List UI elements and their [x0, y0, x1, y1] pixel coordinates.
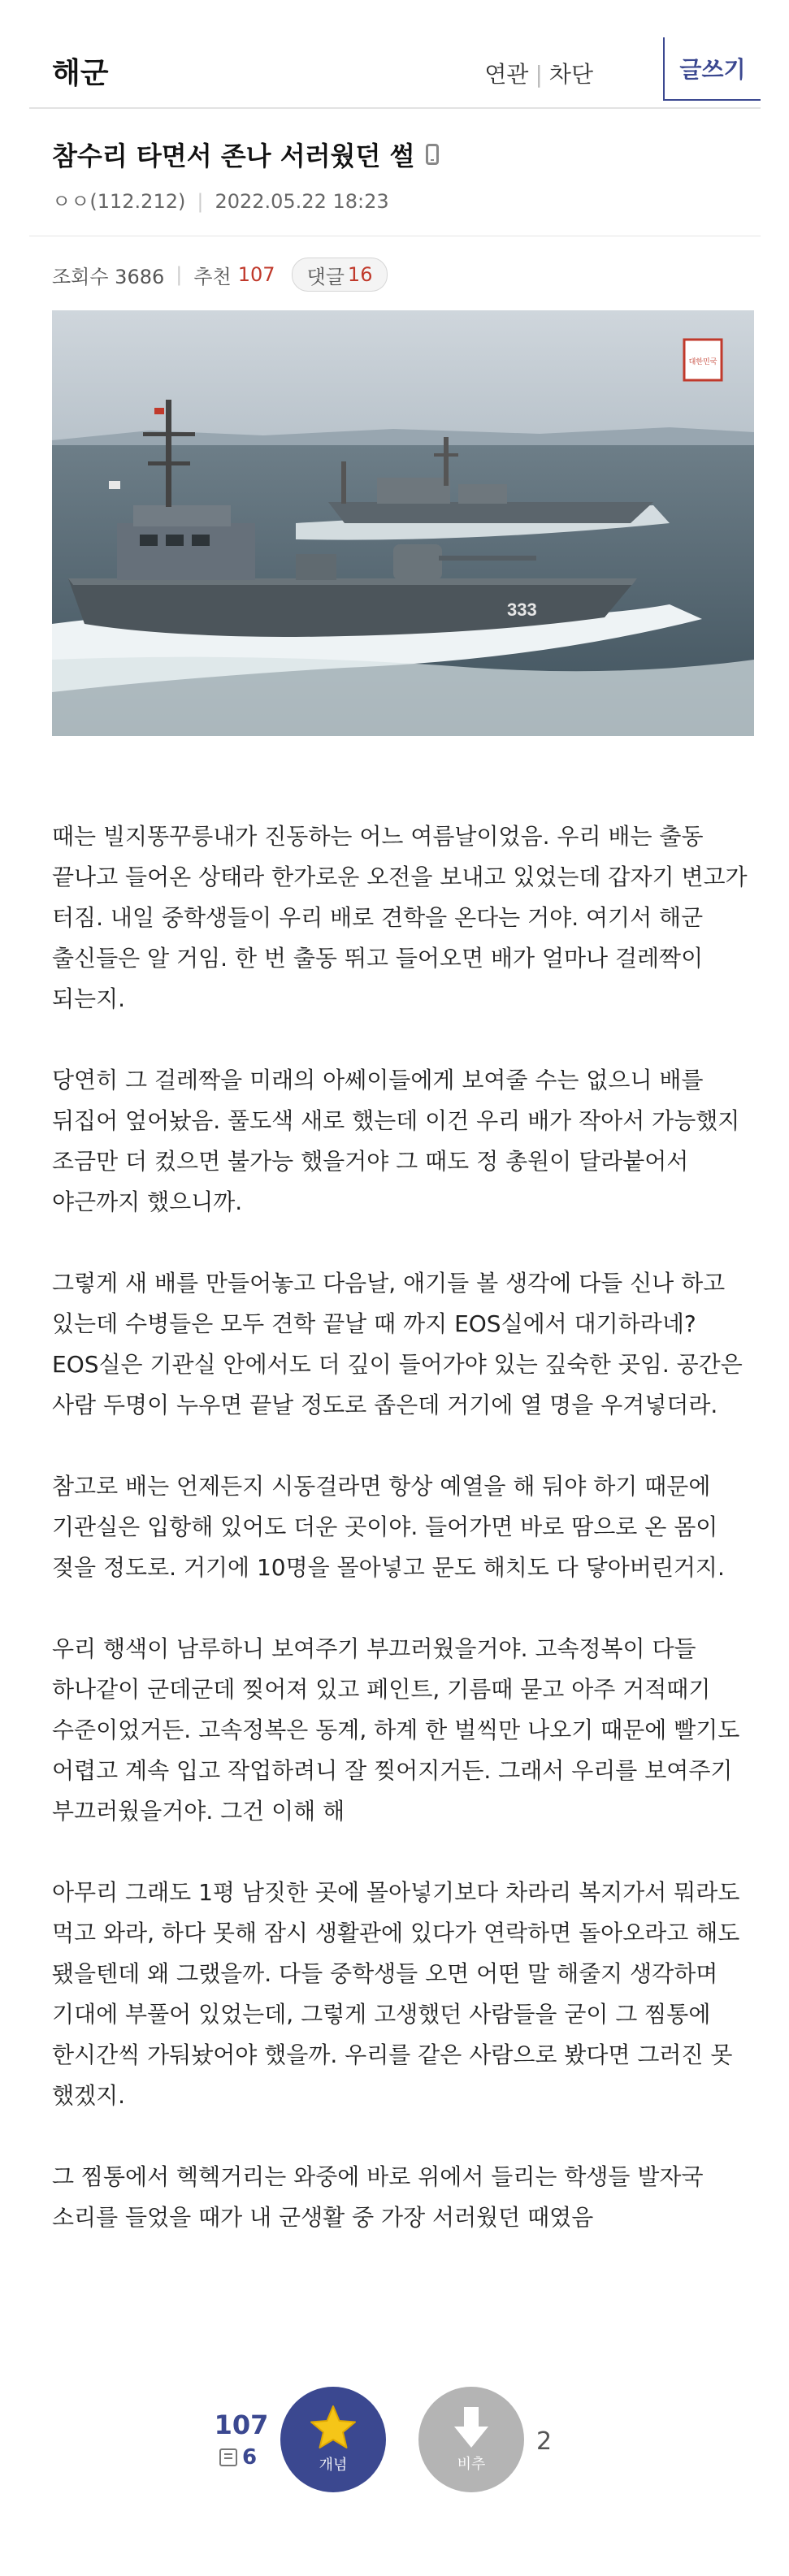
- related-link[interactable]: 연관: [484, 61, 529, 88]
- arrow-down-icon: [453, 2405, 490, 2449]
- fixed-user-icon: [219, 2448, 237, 2466]
- downvote-label: 비추: [457, 2456, 486, 2473]
- article-paragraph: 당연히 그 걸레짝을 미래의 아쎄이들에게 보여줄 수는 없으니 배를 뒤집어 엎어놨음. 풀도색 새로 했는데 이건 우리 배가 작아서 가능했지 조금만 더 컸으면 불가능 했을거야 그 때도 정 총원이 달라붙어서 야근까지 했으니까.: [52, 1067, 740, 1215]
- downvote-button[interactable]: [418, 2387, 524, 2492]
- upvote-label: 개념: [319, 2457, 348, 2474]
- mobile-icon: [426, 144, 439, 165]
- comment-label: 댓글: [306, 265, 345, 288]
- header-divider: [29, 107, 761, 109]
- upvote-button[interactable]: [280, 2387, 386, 2492]
- hull-number: 333: [507, 600, 537, 620]
- stamp-text: 대한민국: [688, 358, 717, 366]
- sky: [52, 310, 754, 440]
- star-icon: [310, 2405, 357, 2450]
- fixed-user-number: 6: [242, 2445, 258, 2470]
- patrol-boat-photo: [52, 310, 754, 736]
- upvote-count: 107: [214, 2409, 269, 2440]
- menu-divider: |: [535, 61, 543, 88]
- downvote-count: 2: [536, 2427, 553, 2456]
- fixed-user-count: [219, 2445, 257, 2470]
- post-date: 2022.05.22 18:23: [215, 190, 389, 213]
- article-paragraph: 그렇게 새 배를 만들어놓고 다음날, 애기들 볼 생각에 다들 신나 하고 있는데 수병들은 모두 견학 끝날 때 까지 EOS실에서 대기하라네? EOS실은 기관실 안에서도 더 깊이 들어가야 있는 깊숙한 곳임. 공간은 사람 두명이 누우면 끝날 정도로 좁은데 거기에 열 명을 우겨넣더라.: [52, 1270, 743, 1418]
- vote-area: [0, 2364, 789, 2526]
- write-button[interactable]: 글쓰기: [663, 37, 761, 101]
- recommend-label: 추천: [193, 265, 232, 288]
- post-author[interactable]: ㅇㅇ(112.212): [52, 190, 186, 213]
- article-body: [52, 816, 756, 2279]
- stats-divider: |: [176, 263, 183, 286]
- recommend-count: 107: [237, 263, 275, 286]
- block-link[interactable]: 차단: [548, 61, 593, 88]
- post-title: 참수리 타면서 존나 서러웠던 썰: [52, 141, 415, 171]
- meta-divider: |: [197, 190, 204, 213]
- post-meta: [52, 185, 389, 214]
- comment-count: 16: [347, 263, 373, 286]
- post-title-row: [52, 136, 751, 172]
- gallery-header: [29, 29, 761, 107]
- stamp-seal: [684, 340, 722, 380]
- article-paragraph: 우리 행색이 남루하니 보여주기 부끄러웠을거야. 고속정복이 다들 하나같이 군데군데 찢어져 있고 페인트, 기름때 묻고 아주 거적때기 수준이었거든. 고속정복은 동계, 하계 한 벌씩만 나오기 때문에 빨기도 어렵고 계속 입고 작업하려니 잘 찢어지거든. 그래서 우리를 보여주기 부끄러웠을거야. 그건 이해 해: [52, 1635, 740, 1825]
- header-menu: [484, 57, 593, 89]
- post-stats: [52, 258, 388, 291]
- article-paragraph: 때는 빌지똥꾸릉내가 진동하는 어느 여름날이었음. 우리 배는 출동 끝나고 들어온 상태라 한가로운 오전을 보내고 있었는데 갑자기 변고가 터짐. 내일 중학생들이 우리 배로 견학을 온다는 거야. 여기서 해군 출신들은 알 거임. 한 번 출동 뛰고 들어오면 배가 얼마나 걸레짝이 되는지.: [52, 823, 748, 1012]
- view-count: 조회수 3686: [52, 265, 165, 288]
- article-paragraph: 아무리 그래도 1평 남짓한 곳에 몰아넣기보다 차라리 복지가서 뭐라도 먹고 와라, 하다 못해 잠시 생활관에 있다가 연락하면 돌아오라고 해도 됐을텐데 왜 그랬을까. 다들 중학생들 오면 어떤 말 해줄지 생각하며 기대에 부풀어 있었는데, 그렇게 고생했던 사람들을 굳이 그 찜통에 한시간씩 가둬놨어야 했을까. 우리를 같은 사람으로 봤다면 그러진 못 했겠지.: [52, 1879, 740, 2109]
- article-paragraph: 참고로 배는 언제든지 시동걸라면 항상 예열을 해 둬야 하기 때문에 기관실은 입항해 있어도 더운 곳이야. 들어가면 바로 땀으로 온 몸이 젖을 정도로. 거기에 10명을 몰아넣고 문도 해치도 다 닿아버린거지.: [52, 1473, 725, 1581]
- article-paragraph: 그 찜통에서 헥헥거리는 와중에 바로 위에서 들리는 학생들 발자국 소리를 들었을 때가 내 군생활 중 가장 서러웠던 때였음: [52, 2163, 704, 2231]
- post-image[interactable]: [52, 310, 754, 736]
- board-title[interactable]: 해군: [52, 57, 109, 90]
- comment-count-button[interactable]: [292, 258, 388, 292]
